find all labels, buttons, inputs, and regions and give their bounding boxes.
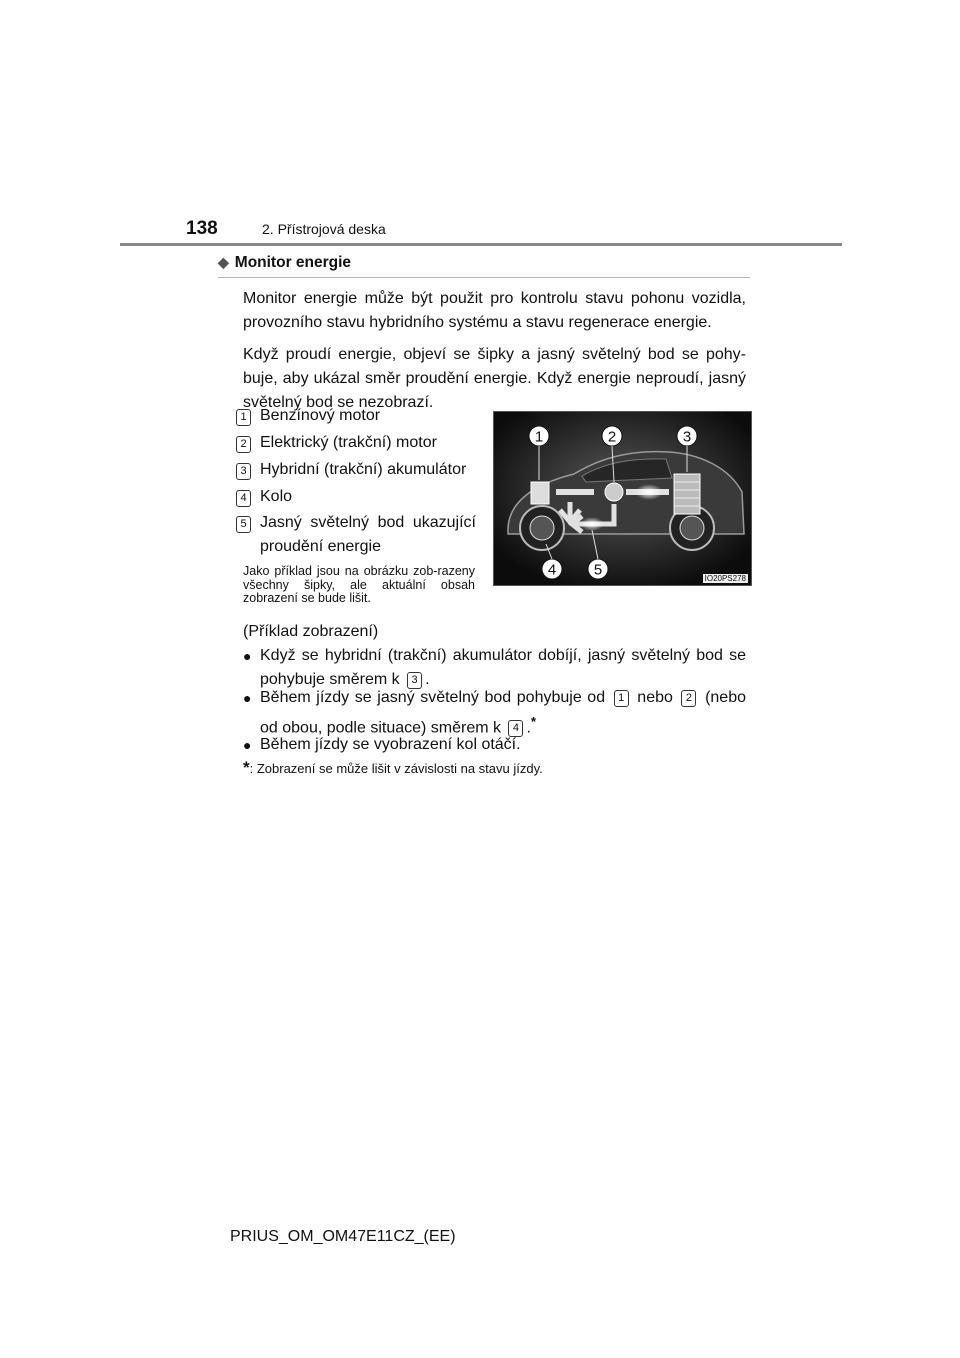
callout-number: 1 bbox=[236, 409, 251, 426]
footnote-text: : Zobrazení se může lišit v závislosti na stavu jízdy. bbox=[249, 761, 543, 776]
bullet-item bbox=[243, 644, 746, 692]
flow-paragraph: Když proudí energie, objeví se šipky a jasný světelný bod se pohy-buje, aby ukázal směr proudění energie. Když energie neproudí, jasný světelný bod se nezobrazí. bbox=[243, 346, 746, 411]
bright-spot bbox=[580, 517, 604, 531]
callout-ref: 3 bbox=[407, 672, 422, 689]
section-title: Monitor energie bbox=[234, 254, 352, 271]
callout-ref: 2 bbox=[681, 690, 696, 707]
footnote-star: * bbox=[243, 758, 250, 777]
bullet-text: nebo bbox=[637, 689, 673, 706]
bullet-icon: ● bbox=[243, 737, 252, 753]
bullet-text: (nebo od obou, podle situace) směrem k bbox=[260, 689, 746, 737]
callout-label: 1 bbox=[534, 428, 544, 446]
callout-number: 4 bbox=[236, 490, 251, 507]
bullet-text: Během jízdy se jasný světelný bod pohybuje od bbox=[260, 689, 606, 706]
list-item-label: Elektrický (trakční) motor bbox=[260, 434, 437, 451]
bullet-icon: ● bbox=[243, 690, 252, 706]
callout-number: 2 bbox=[236, 436, 251, 453]
list-item-label: Benzínový motor bbox=[260, 407, 381, 424]
bright-spot bbox=[635, 484, 663, 500]
callout-ref: 4 bbox=[508, 720, 523, 737]
page-number: 138 bbox=[186, 218, 218, 239]
bullet-text: . bbox=[526, 719, 531, 737]
energy-monitor-figure bbox=[493, 411, 752, 586]
list-item bbox=[236, 431, 476, 455]
figure-note: Jako příklad jsou na obrázku zob-razeny všechny šipky, ale aktuální obsah zobrazení se bude lišit. bbox=[243, 564, 475, 605]
figure-code: IO20PS278 bbox=[704, 574, 746, 583]
engine-block bbox=[531, 482, 549, 504]
bullet-text: . bbox=[425, 671, 430, 688]
list-item bbox=[236, 458, 476, 482]
callout-label: 3 bbox=[682, 428, 692, 446]
footnote-marker: * bbox=[530, 714, 537, 729]
list-item bbox=[236, 485, 476, 509]
callout-number: 3 bbox=[236, 463, 251, 480]
callout-label: 5 bbox=[593, 561, 603, 579]
chapter-title: 2. Přístrojová deska bbox=[262, 221, 386, 237]
diamond-icon: ◆ bbox=[218, 254, 229, 270]
callout-number: 5 bbox=[236, 516, 251, 533]
bullet-text: Během jízdy se vyobrazení kol otáčí. bbox=[260, 736, 521, 753]
bullet-text: Když se hybridní (trakční) akumulátor dobíjí, jasný světelný bod se pohybuje směrem k bbox=[260, 647, 746, 688]
example-label: (Příklad zobrazení) bbox=[243, 623, 379, 640]
list-item bbox=[236, 511, 476, 559]
bullet-item bbox=[243, 733, 746, 757]
list-item-label: Jasný světelný bod ukazující proudění energie bbox=[260, 514, 476, 555]
callout-label: 2 bbox=[607, 428, 617, 446]
document-code: PRIUS_OM_OM47E11CZ_(EE) bbox=[230, 1228, 456, 1245]
callout-ref: 1 bbox=[614, 690, 629, 707]
footnote bbox=[243, 758, 543, 778]
callout-label: 4 bbox=[547, 561, 557, 579]
battery-pack bbox=[674, 474, 700, 514]
section-heading bbox=[218, 254, 750, 278]
header-rule bbox=[120, 243, 842, 246]
hybrid-car-illustration bbox=[494, 412, 751, 585]
list-item-label: Hybridní (trakční) akumulátor bbox=[260, 461, 467, 478]
list-item-label: Kolo bbox=[260, 488, 293, 505]
intro-paragraph: Monitor energie může být použit pro kontrolu stavu pohonu vozidla, provozního stavu hybridního systému a stavu regenerace energie. bbox=[243, 290, 746, 331]
list-item bbox=[236, 404, 476, 428]
front-wheel bbox=[520, 506, 564, 550]
bullet-icon: ● bbox=[243, 648, 252, 664]
motor-symbol bbox=[605, 483, 623, 501]
